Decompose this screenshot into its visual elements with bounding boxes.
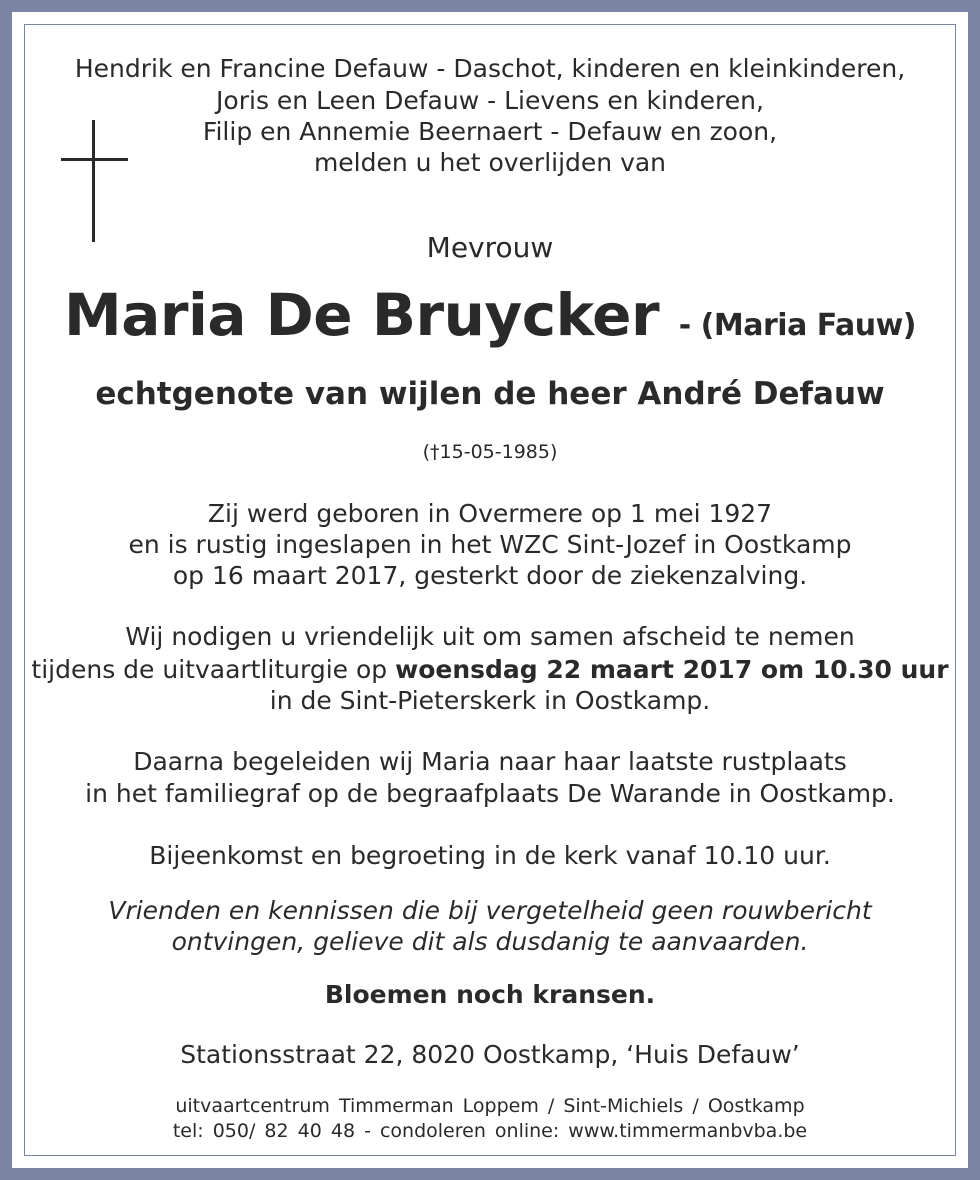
family-line-4: melden u het overlijden van <box>313 148 667 177</box>
family-line-3: Filip en Annemie Beernaert - Defauw en zoon, <box>202 117 778 146</box>
family-line-1: Hendrik en Francine Defauw - Daschot, kinderen en kleinkinderen, <box>74 54 906 83</box>
birth-line-1: Zij werd geboren in Overmere op 1 mei 1927 <box>207 499 773 528</box>
invite-line-2 <box>0 655 980 685</box>
footer-line-1: uitvaartcentrum Timmerman Loppem / Sint-Michiels / Oostkamp <box>175 1095 805 1117</box>
notice-text-1: Vrienden en kennissen die bij vergetelheid geen rouwbericht <box>108 896 872 925</box>
family-line-2: Joris en Leen Defauw - Lievens en kinderen, <box>216 86 764 115</box>
notice-line-2 <box>0 927 980 957</box>
invite-line-1: Wij nodigen u vriendelijk uit om samen afscheid te nemen <box>125 622 855 651</box>
deceased-name: Maria De Bruycker <box>63 281 660 349</box>
funeral-datetime: woensdag 22 maart 2017 om 10.30 uur <box>395 655 949 684</box>
invite-line-2-prefix: tijdens de uitvaartliturgie op <box>31 655 396 684</box>
burial-line-2: in het familiegraf op de begraafplaats De Warande in Oostkamp. <box>85 779 895 808</box>
footer-line-2: tel: 050/ 82 40 48 - condoleren online: www.timmermanbvba.be <box>172 1120 808 1142</box>
title-prefix: Mevrouw <box>426 231 554 264</box>
flowers-line <box>0 980 980 1010</box>
flowers-text: Bloemen noch kransen. <box>324 980 656 1009</box>
notice-line-1 <box>0 896 980 926</box>
deceased-name-line <box>0 283 980 358</box>
address-line: Stationsstraat 22, 8020 Oostkamp, ‘Huis Defauw’ <box>180 1040 800 1069</box>
birth-line-2: en is rustig ingeslapen in het WZC Sint-Jozef in Oostkamp <box>128 530 852 559</box>
spouse-death-date: (†15-05-1985) <box>422 441 558 463</box>
notice-text-2: ontvingen, gelieve dit als dusdanig te aanvaarden. <box>171 927 809 956</box>
birth-line-3: op 16 maart 2017, gesterkt door de ziekenzalving. <box>172 561 808 590</box>
gathering-line: Bijeenkomst en begroeting in de kerk vanaf 10.10 uur. <box>149 841 831 870</box>
deceased-alias: - (Maria Fauw) <box>678 308 917 343</box>
spouse-line: echtgenote van wijlen de heer André Defauw <box>95 376 885 412</box>
burial-line-1: Daarna begeleiden wij Maria naar haar laatste rustplaats <box>133 747 847 776</box>
invite-line-3: in de Sint-Pieterskerk in Oostkamp. <box>269 686 711 715</box>
